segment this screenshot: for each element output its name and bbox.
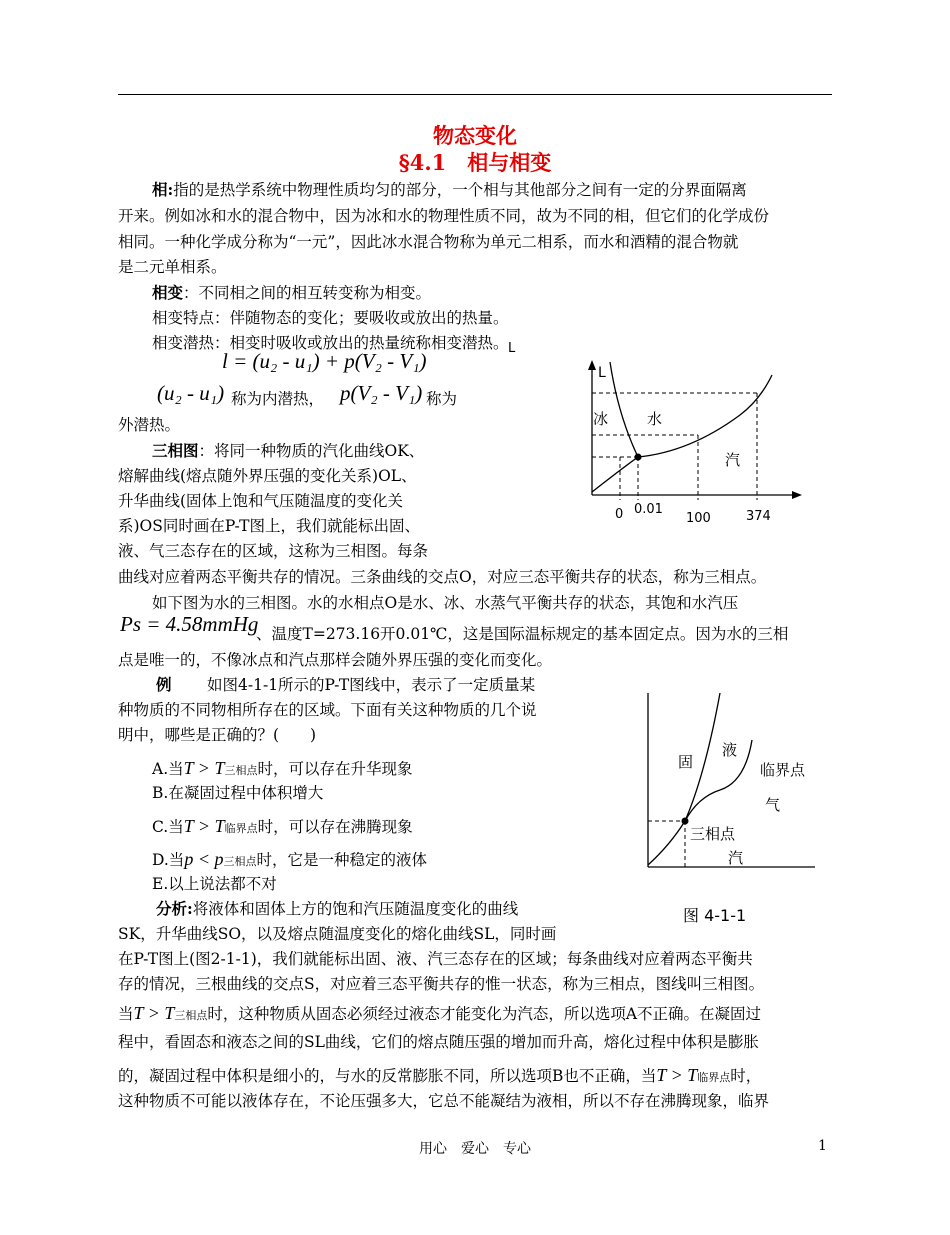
para-phase-line2: 开来。例如冰和水的混合物中，因为冰和水的物理性质不同，故为不同的相，但它们的化学成份 xyxy=(118,207,770,225)
para-transition: 相变：不同相之间的相互转变称为相变。 xyxy=(152,283,432,302)
para-water-line3: 点是唯一的，不像冰点和汽点那样会随外界压强的变化而变化。 xyxy=(118,651,553,669)
ex-gas-label: 气 xyxy=(765,796,781,814)
ex-triple-label: 三相点 xyxy=(690,825,736,843)
water-region-label: 水 xyxy=(647,410,663,428)
figure-caption: 图 4-1-1 xyxy=(683,906,747,925)
internal-latent-text: 称为内潜热， xyxy=(231,390,325,408)
melting-curve xyxy=(610,362,638,457)
analysis-line4: 存的情况，三根曲线的交点S，对应着三态平衡共存的惟一状态，称为三相点，图线叫三相图。 xyxy=(118,975,765,993)
option-c: C.当T > T临界点时，可以存在沸腾现象 xyxy=(152,816,413,836)
analysis-line3: 在P-T图上(图2-1-1)，我们就能标出固、液、汽三态存在的区域；每条曲线对应着两态平衡共 xyxy=(118,950,753,968)
analysis-line8: 这种物质不可能以液体存在，不论压强多大，它总不能凝结为液相，所以不存在沸腾现象，临界 xyxy=(118,1092,770,1110)
header-rule xyxy=(118,94,832,95)
para-triple-line2: 熔解曲线(熔点随外界压强的变化关系)OL、 xyxy=(118,467,417,485)
para-phase-line4: 是二元单相系。 xyxy=(118,258,227,276)
option-e: E.以上说法都不对 xyxy=(152,875,277,893)
para-triple-line3: 升华曲线(固体上饱和气压随温度的变化关 xyxy=(118,492,404,510)
ex-sublimation-curve xyxy=(648,821,685,865)
option-a: A.当T > T三相点时，可以存在升华现象 xyxy=(152,758,413,778)
ex-liquid-label: 液 xyxy=(722,741,738,759)
y-axis-arrow xyxy=(588,360,596,370)
x-tick-001: 0.01 xyxy=(634,502,663,517)
para-transition-latent: 相变潜热：相变时吸收或放出的热量统称相变潜热。 xyxy=(152,334,509,352)
para-water-line2: 、温度T=273.16开0.01℃，这是国际温标规定的基本固定点。因为水的三相 xyxy=(256,625,789,643)
section-heading: §4.1 相与相变 xyxy=(398,150,552,175)
sublimation-curve xyxy=(592,457,638,492)
external-latent-wrap: 外潜热。 xyxy=(118,416,181,434)
ex-solid-label: 固 xyxy=(678,753,694,771)
analysis-line1: 分析:将液体和固体上方的饱和汽压随温度变化的曲线 xyxy=(156,899,519,918)
y-axis-label: L xyxy=(598,365,606,381)
para-transition-feature: 相变特点：伴随物态的变化；要吸收或放出的热量。 xyxy=(152,309,509,327)
x-axis-arrow xyxy=(792,491,802,499)
ice-region-label: 冰 xyxy=(593,410,609,428)
para-water-line1: 如下图为水的三相图。水的水相点O是水、冰、水蒸气平衡共存的状态，其饱和水汽压 xyxy=(152,594,739,612)
para-triple-line5: 液、气三态存在的区域，这称为三相图。每条 xyxy=(118,542,429,560)
vapor-region-label: 汽 xyxy=(725,451,741,469)
x-tick-0: 0 xyxy=(615,507,624,522)
external-latent-term: p(V₂ - V₁) xyxy=(340,381,423,405)
ex-vapor-label: 汽 xyxy=(728,849,744,867)
stray-L-label: L xyxy=(508,341,516,356)
ex-critical-label: 临界点 xyxy=(760,761,806,779)
vapor-pressure-value: Ps = 4.58mmHg xyxy=(120,612,259,636)
x-tick-374: 374 xyxy=(746,509,771,524)
para-phase-line3: 相同。一种化学成分称为“一元”，因此冰水混合物称为单元二相系，而水和酒精的混合物就 xyxy=(118,233,739,251)
para-triple-line4: 系)OS同时画在P-T图上，我们就能标出固、 xyxy=(118,517,420,535)
page-number: 1 xyxy=(818,1138,827,1154)
analysis-line7: 的，凝固过程中体积是细小的，与水的反常膨胀不同，所以选项B也不正确，当T > T临界点时， xyxy=(118,1065,762,1085)
water-phase-diagram xyxy=(508,340,810,530)
page-footer: 用心 爱心 专心 xyxy=(419,1141,531,1157)
analysis-line5: 当T > T三相点时，这种物质从固态必须经过液态才能变化为汽态，所以选项A不正确。在凝固过 xyxy=(118,1003,762,1023)
ex-vaporization-curve xyxy=(685,740,752,821)
analysis-line6: 程中，看固态和液态之间的SL曲线，它们的熔点随压强的增加而升高，熔化过程中体积是膨胀 xyxy=(118,1033,759,1051)
example-line3: 明中，哪些是正确的？( ) xyxy=(118,726,317,744)
internal-latent-term: (u₂ - u₁) xyxy=(157,381,225,405)
option-d: D.当p < p三相点时，它是一种稳定的液体 xyxy=(152,849,427,869)
para-phase-line1: 相:指的是热学系统中物理性质均匀的部分，一个相与其他部分之间有一定的分界面隔离 xyxy=(152,180,747,199)
example-label: 例 xyxy=(156,675,172,694)
analysis-line2: SK，升华曲线SO，以及熔点随温度变化的熔化曲线SL，同时画 xyxy=(118,925,557,943)
option-b: B.在凝固过程中体积增大 xyxy=(152,784,324,802)
example-phase-diagram xyxy=(640,685,830,935)
x-tick-100: 100 xyxy=(686,511,711,526)
external-latent-text: 称为 xyxy=(426,390,458,408)
example-line1: 如图4-1-1所示的P-T图线中，表示了一定质量某 xyxy=(207,676,536,694)
para-triple-line1: 三相图：将同一种物质的汽化曲线OK、 xyxy=(152,441,425,460)
document-title: 物态变化 xyxy=(433,123,517,148)
latent-heat-formula: l = (u₂ - u₁) + p(V₂ - V₁) xyxy=(222,349,427,373)
para-triple-line6: 曲线对应着两态平衡共存的情况。三条曲线的交点O，对应三态平衡共存的状态，称为三相点。 xyxy=(118,568,767,586)
example-line2: 种物质的不同物相所存在的区域。下面有关这种物质的几个说 xyxy=(118,701,537,719)
